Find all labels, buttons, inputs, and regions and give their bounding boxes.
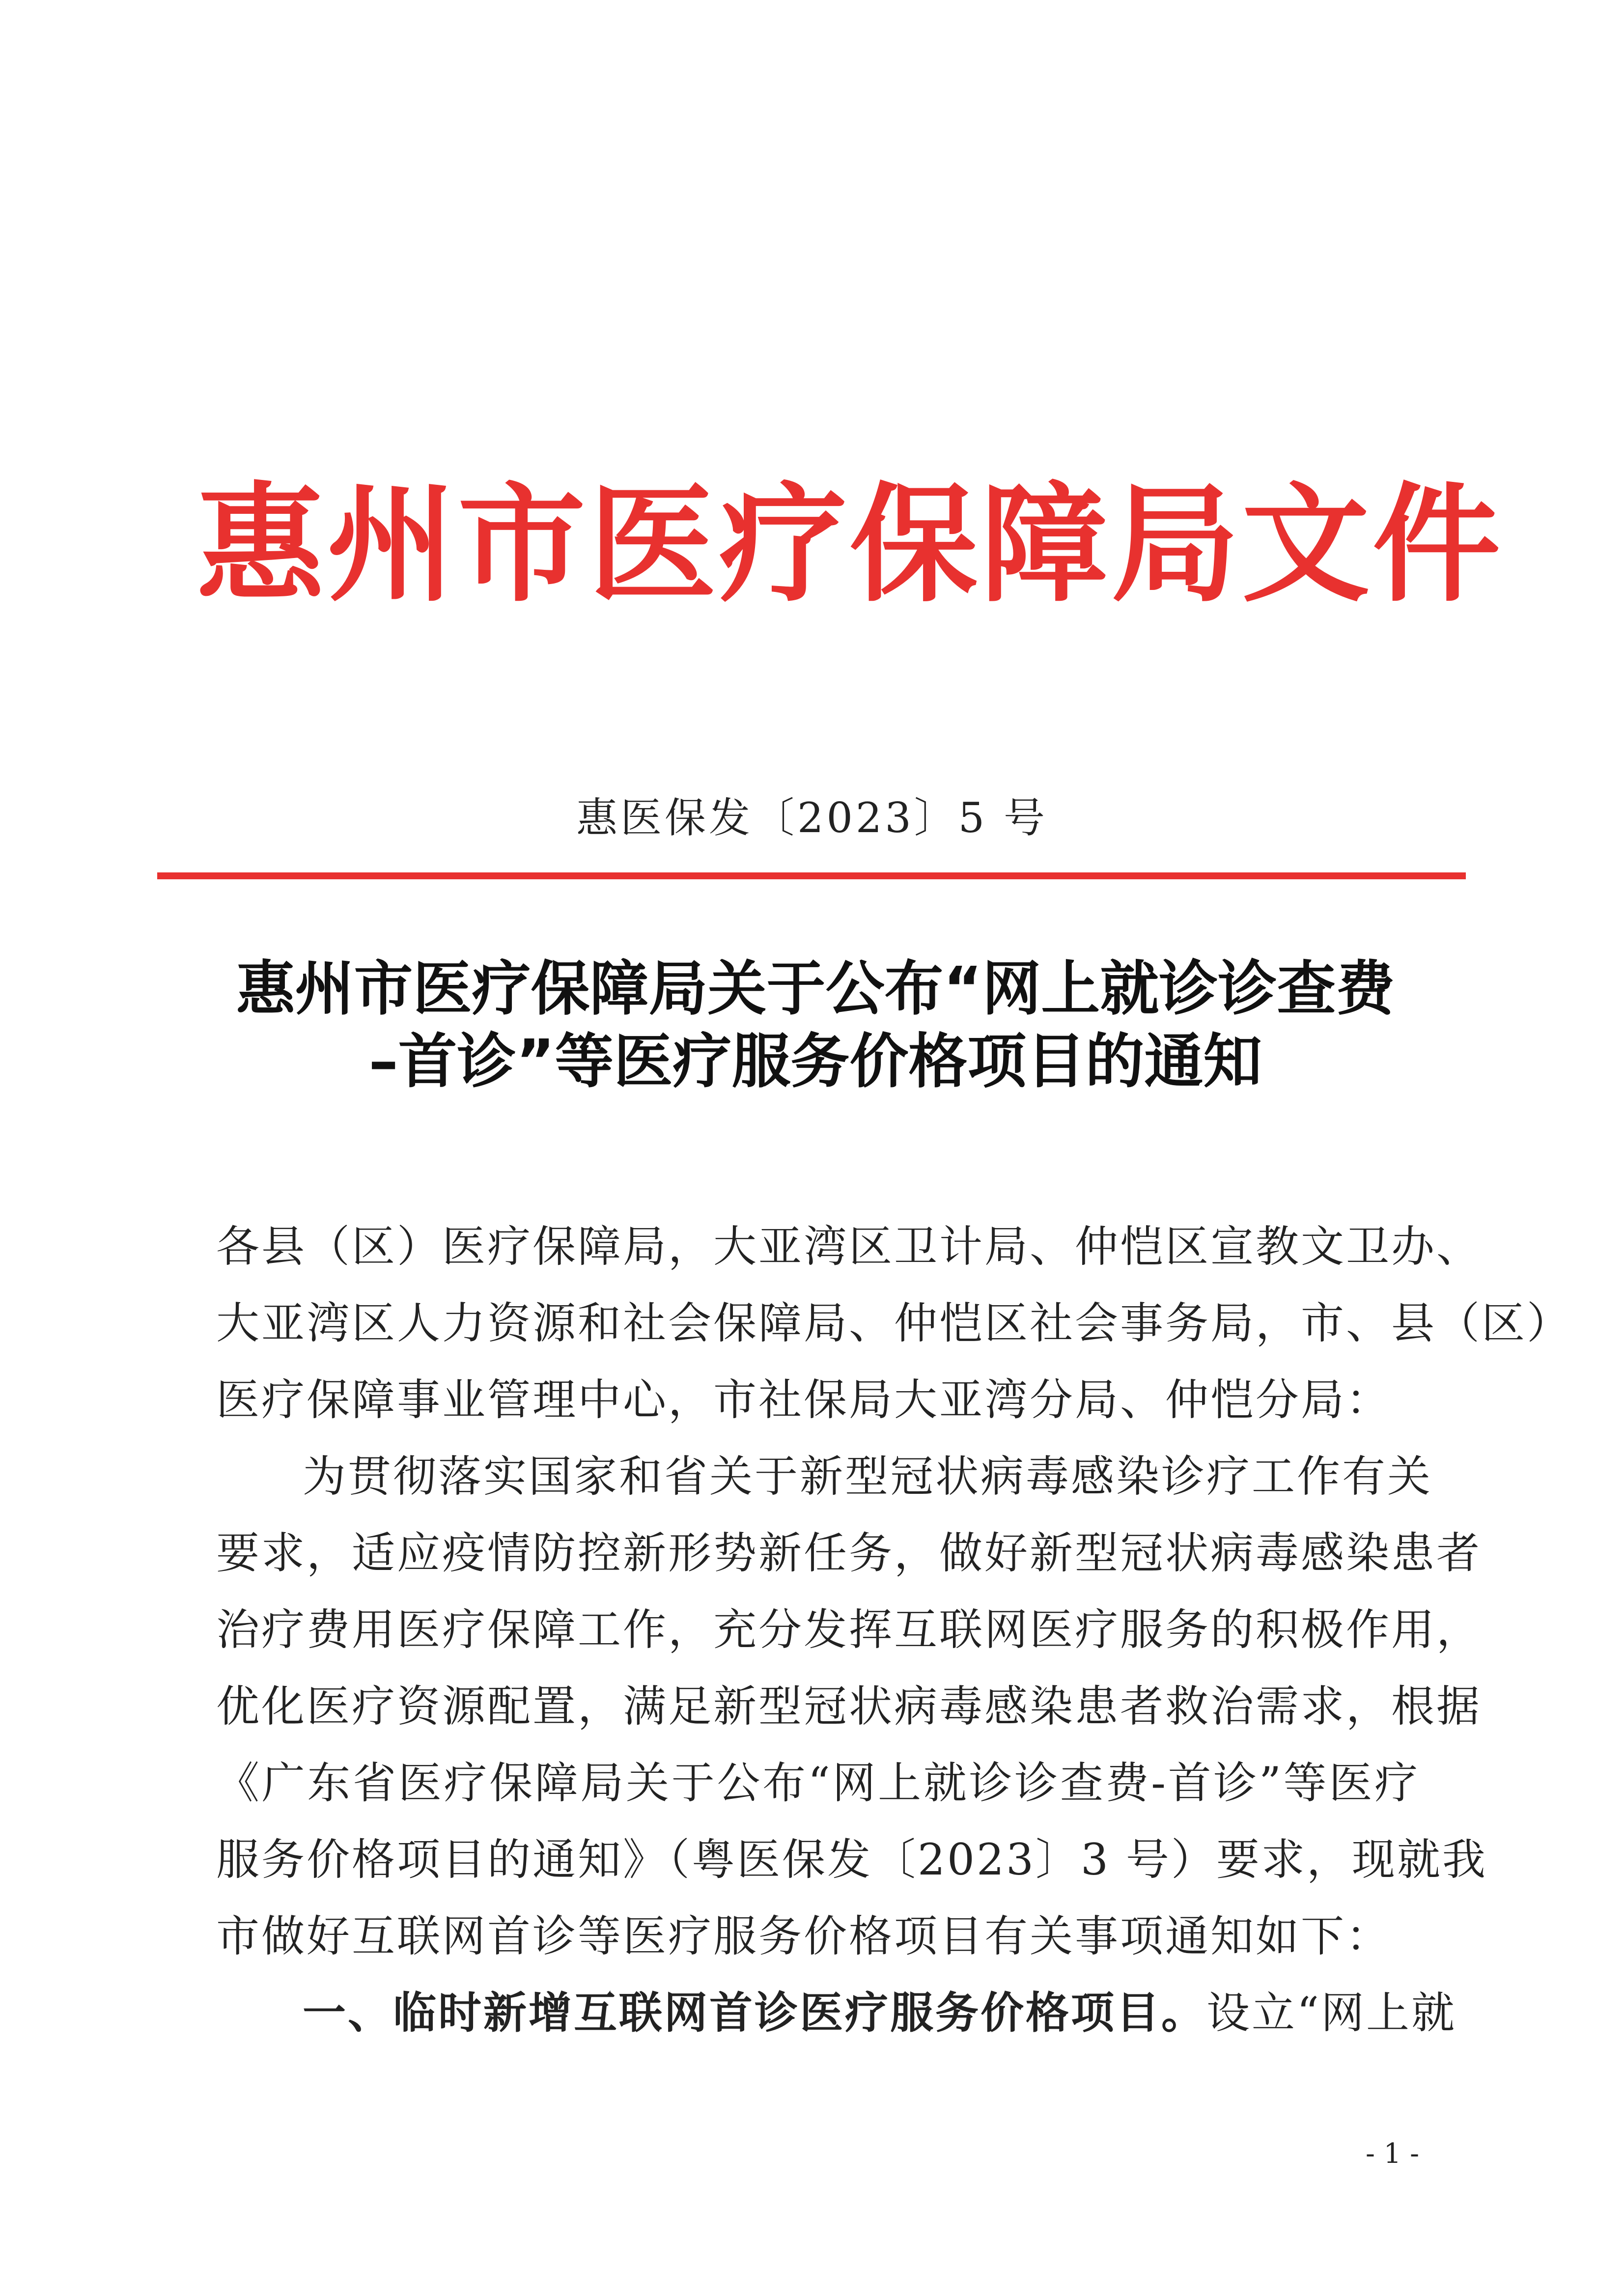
page-number: - 1 - [1366, 2138, 1420, 2170]
notice-title [206, 953, 1425, 1098]
section-1-heading: 一、临时新增互联网首诊医疗服务价格项目。 [303, 1987, 1207, 2038]
paragraph-line-5: 《广东省医疗保障局关于公布“网上就诊诊查费-首诊”等医疗 [216, 1758, 1420, 1808]
paragraph-line-3: 治疗费用医疗保障工作，充分发挥互联网医疗服务的积极作用， [216, 1604, 1482, 1655]
addressee-line-3: 医疗保障事业管理中心，市社保局大亚湾分局、仲恺分局： [216, 1374, 1392, 1425]
paragraph-line-4: 优化医疗资源配置，满足新型冠状病毒感染患者救治需求，根据 [216, 1681, 1482, 1732]
addressee-line-1: 各县（区）医疗保障局，大亚湾区卫计局、仲恺区宣教文卫办、 [216, 1221, 1482, 1272]
issuer-header-title: 惠州市医疗保障局文件 [196, 471, 1503, 619]
notice-title-line-1: 惠州市医疗保障局关于公布“网上就诊诊查费 [236, 955, 1395, 1023]
section-1-line [216, 1975, 1457, 2051]
notice-title-line-2: –首诊”等医疗服务价格项目的通知 [368, 1028, 1262, 1096]
addressee-line-2: 大亚湾区人力资源和社会保障局、仲恺区社会事务局，市、县（区） [216, 1298, 1572, 1348]
body-text [216, 1208, 1572, 2051]
section-1-text: 设立“网上就 [1206, 1987, 1457, 2038]
document-number: 惠医保发〔2023〕5 号 [576, 794, 1048, 842]
red-divider-line [157, 872, 1466, 879]
paragraph-line-7: 市做好互联网首诊等医疗服务价格项目有关事项通知如下： [216, 1911, 1392, 1961]
paragraph-line-2: 要求，适应疫情防控新形势新任务，做好新型冠状病毒感染患者 [216, 1528, 1482, 1578]
paragraph-line-6: 服务价格项目的通知》（粤医保发〔2023〕3 号）要求，现就我 [216, 1834, 1487, 1885]
paragraph-line-1: 为贯彻落实国家和省关于新型冠状病毒感染诊疗工作有关 [303, 1451, 1433, 1502]
